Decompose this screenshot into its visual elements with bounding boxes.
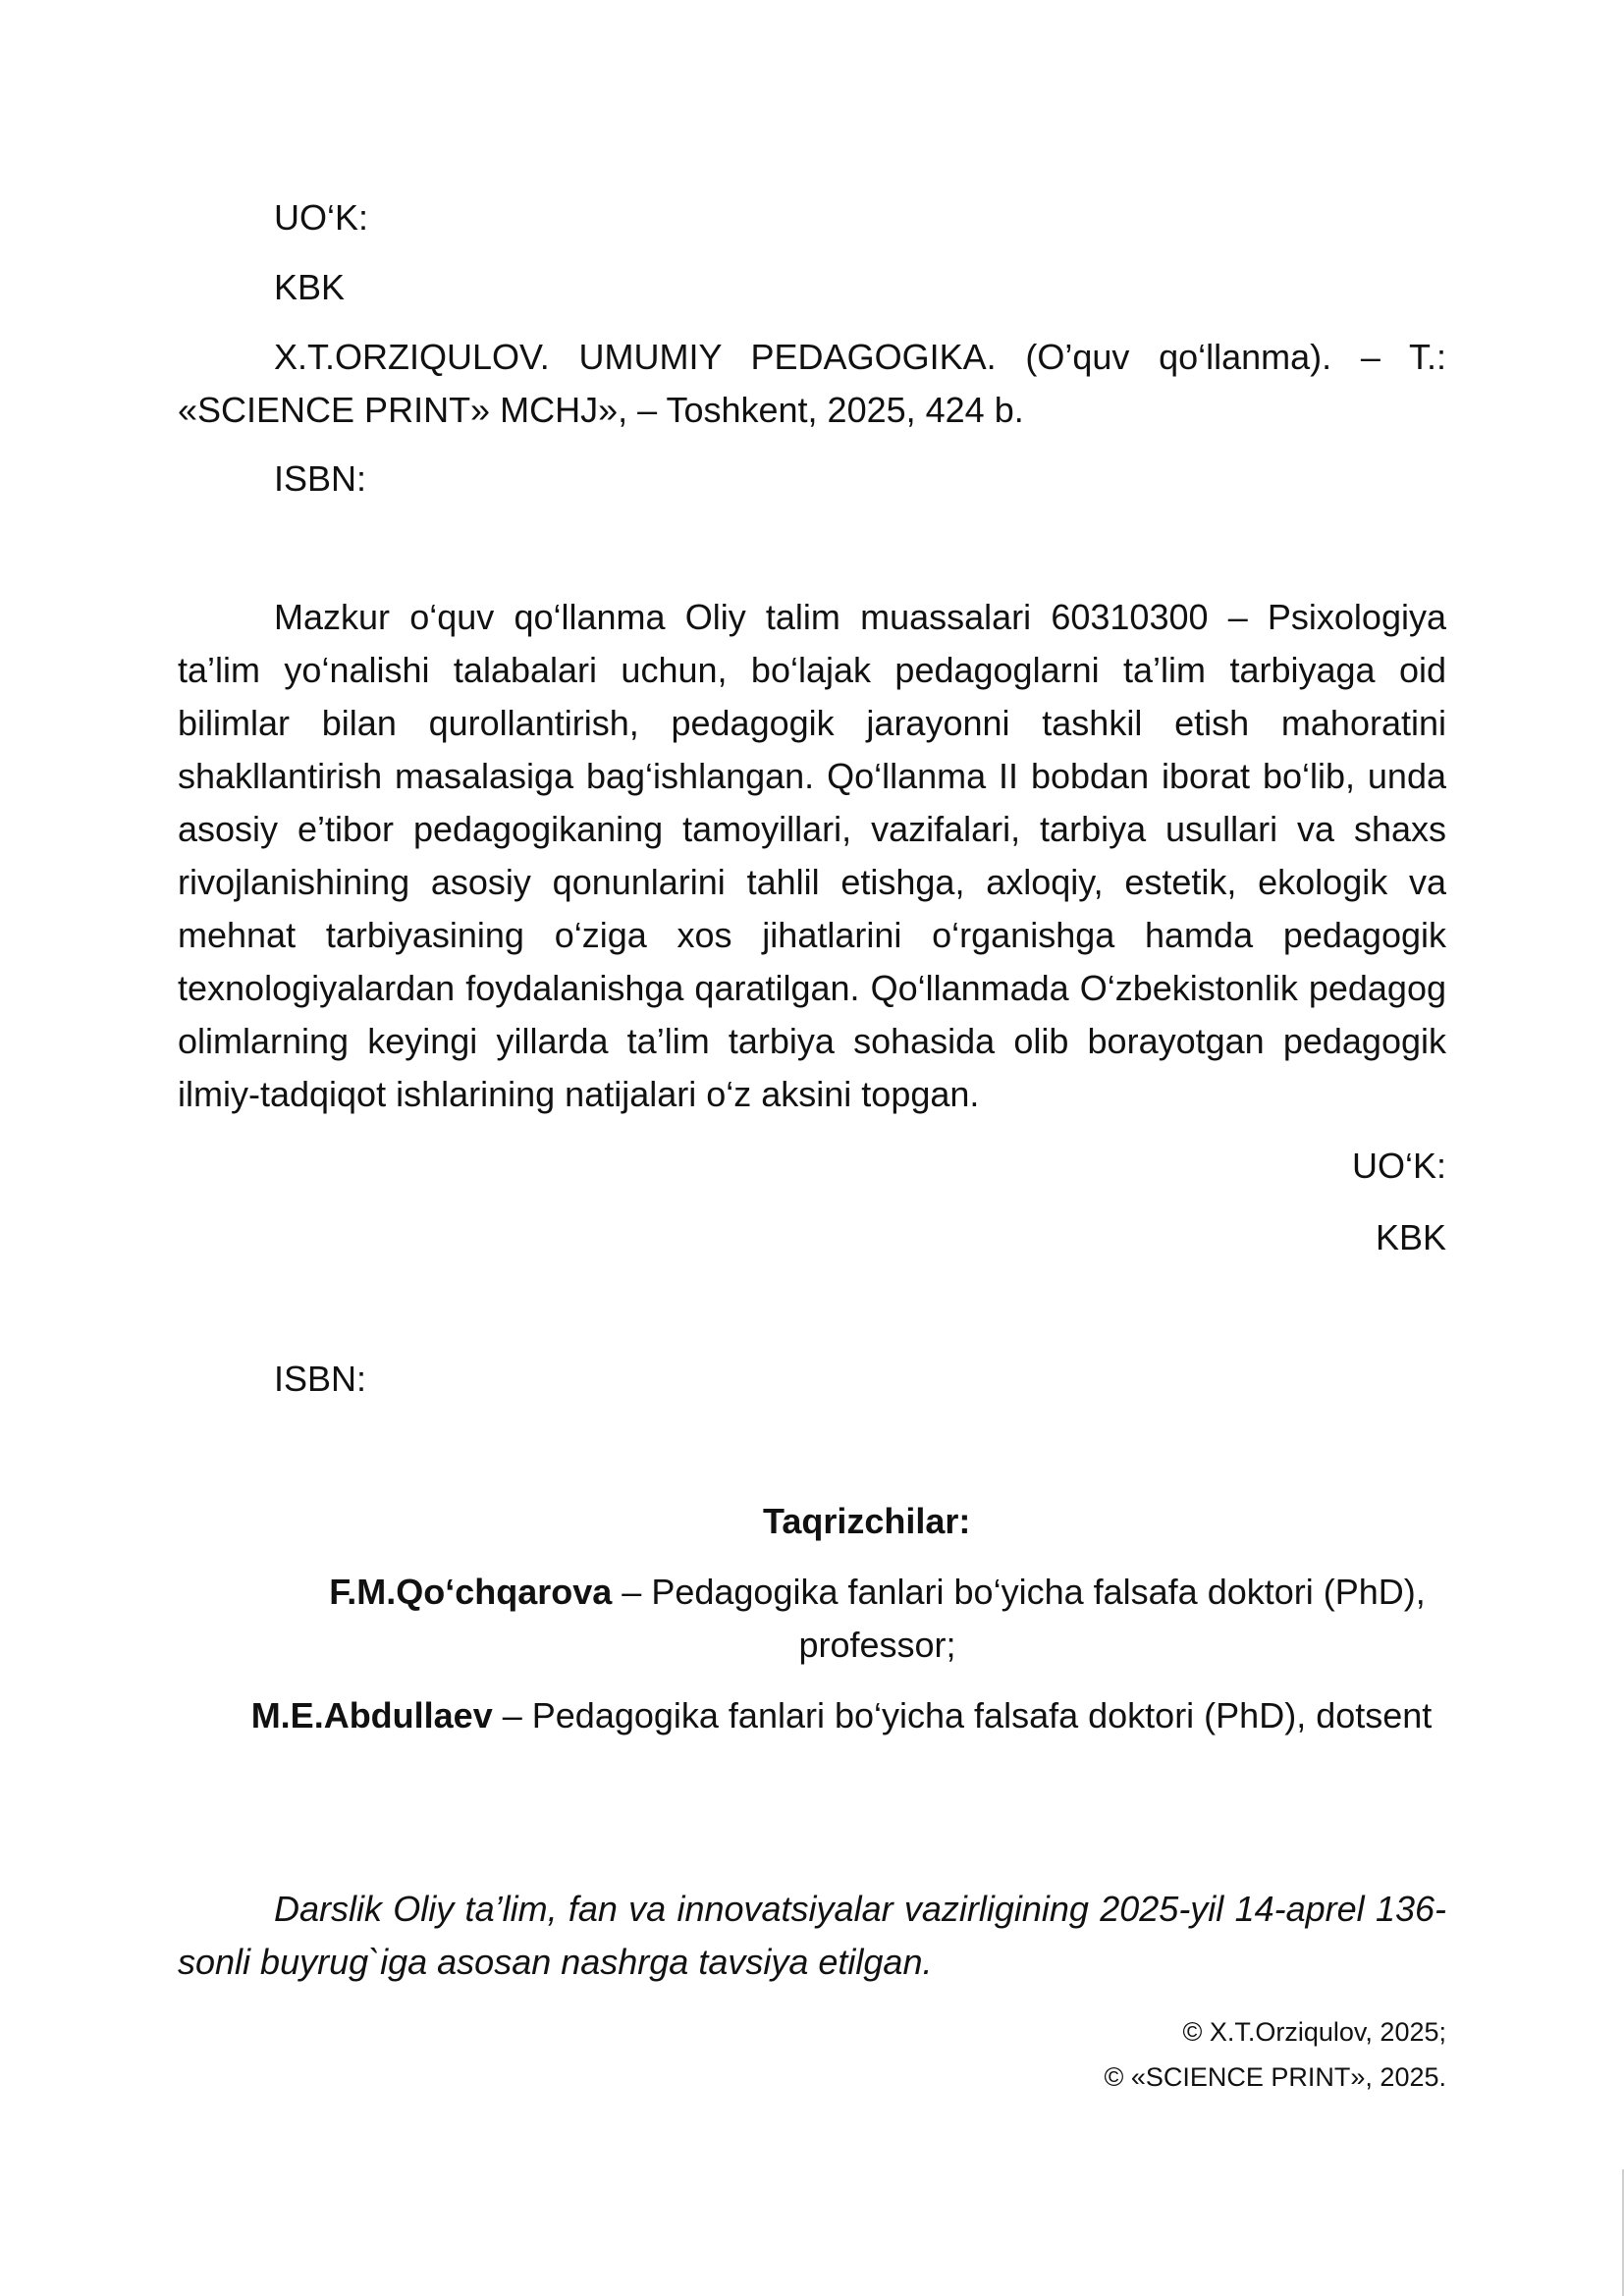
approval-note: Darslik Oliy ta’lim, fan va innovatsiyalar vazirligining 2025-yil 14-aprel 136-sonli buyrug`iga asosan nashrga tavsiya etilgan.: [178, 1889, 1446, 1982]
isbn-label-bottom: ISBN:: [274, 1359, 367, 1399]
reviewer-item-2: [237, 1689, 1446, 1742]
kbk-label-top: KBK: [274, 267, 346, 307]
citation: X.T.ORZIQULOV. UMUMIY PEDAGOGIKA. (O’quv qo‘llanma). – T.: «SCIENCE PRINT» MCHJ», – Toshkent, 2025, 424 b.: [178, 337, 1446, 430]
reviewer-description: – Pedagogika fanlari bo‘yicha falsafa doktori (PhD), professor;: [612, 1572, 1426, 1665]
copyright-author: © X.T.Orziqulov, 2025;: [1182, 2017, 1446, 2047]
reviewer-description: – Pedagogika fanlari bo‘yicha falsafa doktori (PhD), dotsent: [492, 1695, 1433, 1735]
isbn-label-top: ISBN:: [274, 458, 367, 499]
kbk-label-right: KBK: [1375, 1217, 1446, 1257]
copyright-publisher: © «SCIENCE PRINT», 2025.: [1104, 2062, 1446, 2092]
uok-label-top: UO‘K:: [274, 197, 369, 238]
reviewer-name: F.M.Qo‘chqarova: [329, 1572, 613, 1612]
reviewer-item-1: [308, 1566, 1446, 1672]
uok-label-right: UO‘K:: [1351, 1146, 1446, 1186]
abstract-paragraph: Mazkur o‘quv qo‘llanma Oliy talim muassalari 60310300 – Psixologiya ta’lim yo‘nalishi talabalari uchun, bo‘lajak pedagoglarni ta’lim tarbiyaga oid bilimlar bilan qurollantirish, pedagogik jarayonni tashkil etish mahoratini shakllantirish masalasiga bag‘ishlangan. Qo‘llanma II bobdan iborat bo‘lib, unda asosiy e’tibor pedagogikaning tamoyillari, vazifalari, tarbiya usullari va shaxs rivojlanishining asosiy qonunlarini tahlil etishga, axloqiy, estetik, ekologik va mehnat tarbiyasining o‘ziga xos jihatlarini o‘rganishga hamda pedagogik texnologiyalardan foydalanishga qaratilgan. Qo‘llanmada O‘zbekistonlik pedagog olimlarning keyingi yillarda ta’lim tarbiya sohasida olib borayotgan pedagogik ilmiy-tadqiqot ishlarining natijalari o‘z aksini topgan.: [178, 597, 1446, 1114]
reviewer-name: M.E.Abdullaev: [250, 1695, 493, 1735]
reviewers-heading: Taqrizchilar:: [763, 1501, 971, 1541]
